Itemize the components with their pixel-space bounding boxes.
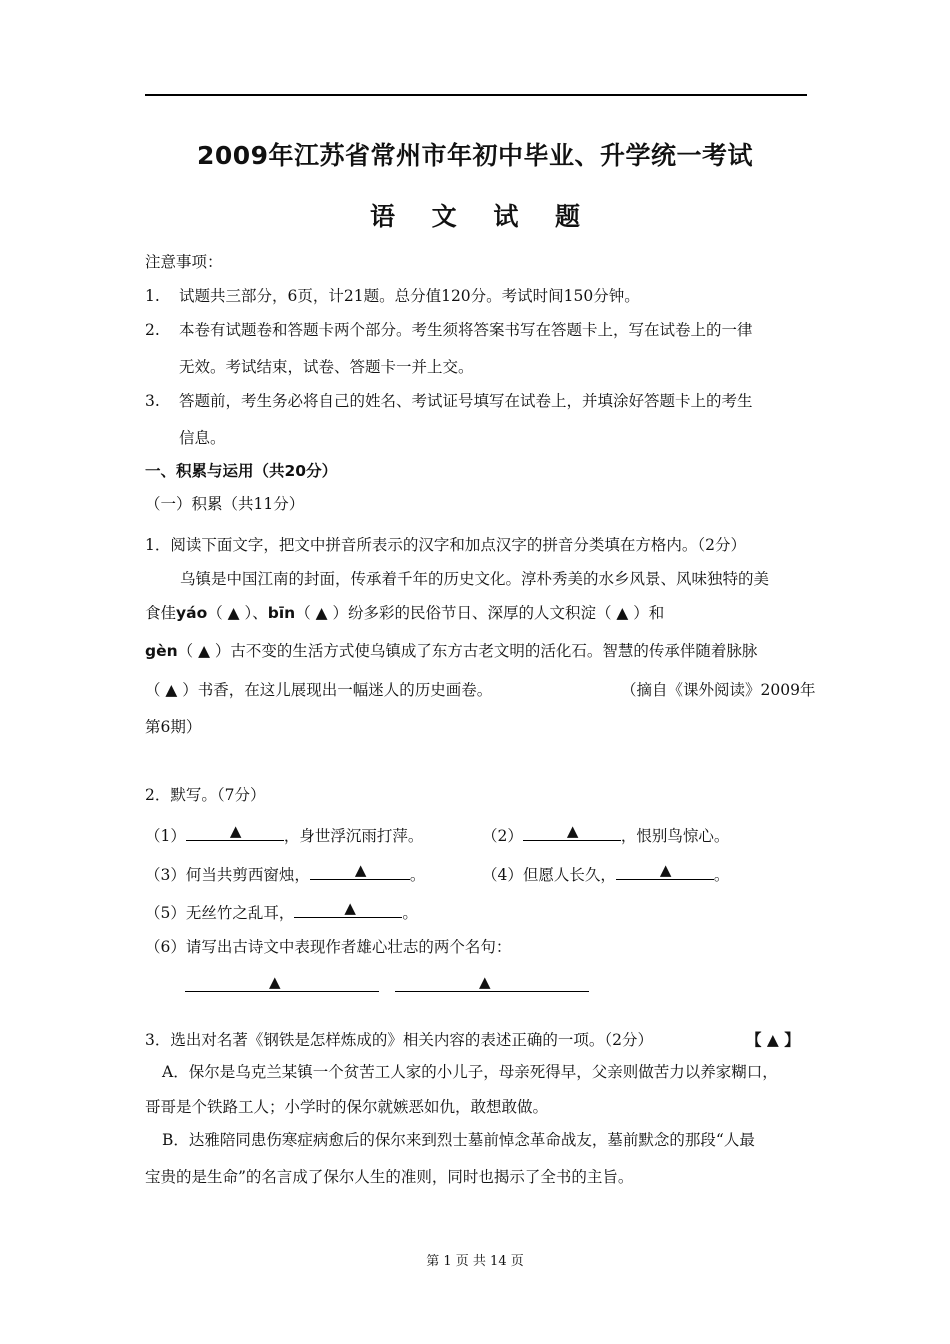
item-text: 无丝竹之乱耳， — [185, 904, 295, 922]
question-2-item-4 — [482, 861, 729, 885]
item-text: 。 — [409, 866, 426, 884]
section-1-subheading: （一）积累（共11分） — [145, 495, 305, 513]
answer-mark: ▲ — [229, 822, 242, 840]
notes-item-2-line-2: 无效。考试结束，试卷、答题卡一并上交。 — [179, 358, 474, 376]
pinyin-bin: bīn — [267, 604, 296, 622]
notes-item-2 — [145, 320, 753, 340]
notes-item-1-num: 1. — [145, 287, 160, 305]
answer-blank[interactable] — [185, 973, 379, 992]
notes-item-3-num: 3. — [145, 392, 160, 410]
pinyin-yao: yáo — [176, 604, 208, 622]
notes-item-2-line-1: 本卷有试题卷和答题卡两个部分。考生须将答案书写在答题卡上，写在试卷上的一律 — [179, 321, 753, 339]
option-b-line-2: 宝贵的是生命”的名言成了保尔人生的准则，同时也揭示了全书的主旨。 — [145, 1168, 634, 1186]
item-text: 。 — [713, 866, 730, 884]
question-2-item-2 — [482, 822, 729, 846]
question-3-answer-box[interactable]: 【 ▲ 】 — [746, 1031, 800, 1049]
question-1-passage-line-4: （ ▲ ）书香，在这儿展现出一幅迷人的历史画卷。 — [145, 681, 493, 699]
question-2-item-1 — [145, 822, 423, 846]
answer-mark: ▲ — [659, 861, 672, 879]
notes-item-3-line-2: 信息。 — [179, 429, 226, 447]
question-2-stem: 2．默写。（7分） — [145, 786, 266, 804]
exam-title: 2009年江苏省常州市年初中毕业、升学统一考试 — [196, 141, 754, 170]
item-number: （6） — [145, 938, 186, 956]
question-1-stem: 1．阅读下面文字，把文中拼音所表示的汉字和加点汉字的拼音分类填在方格内。（2分） — [145, 536, 746, 554]
item-number: （5） — [145, 904, 186, 922]
item-text: ，身世浮沉雨打萍。 — [283, 827, 424, 845]
pinyin-gen: gèn — [145, 642, 178, 660]
passage-text: （ ▲ ）古不变的生活方式使乌镇成了东方古老文明的活化石。智慧的传承伴随着脉脉 — [177, 642, 758, 660]
passage-text: 食佳 — [145, 604, 177, 622]
option-a-line-2: 哥哥是个铁路工人；小学时的保尔就嫉恶如仇，敢想敢做。 — [145, 1098, 549, 1116]
answer-slot: （ ▲ ）纷多彩的民俗节日、深厚的人文积淀（ ▲ ）和 — [295, 604, 665, 622]
question-2-item-6 — [145, 937, 511, 957]
notes-item-2-num: 2. — [145, 321, 160, 339]
question-1-passage-line-3 — [145, 641, 757, 661]
answer-blank[interactable] — [523, 822, 621, 841]
item-text: 。 — [402, 904, 418, 922]
question-2-item-3 — [145, 861, 425, 885]
question-2-item-5 — [145, 899, 418, 923]
item-number: （1） — [145, 827, 186, 845]
item-text: ，恨别鸟惊心。 — [620, 827, 730, 845]
answer-slot: （ ▲ ）、 — [207, 604, 268, 622]
question-1-source-cont: 第6期） — [145, 718, 202, 736]
exam-subtitle: 语 文 试 题 — [369, 202, 595, 231]
section-1-heading: 一、积累与运用（共20分） — [145, 462, 338, 480]
item-number: （2） — [482, 827, 523, 845]
item-text: 何当共剪西窗烛， — [185, 866, 310, 884]
notes-item-3-line-1: 答题前，考生务必将自己的姓名、考试证号填写在试卷上，并填涂好答题卡上的考生 — [179, 392, 753, 410]
answer-mark: ▲ — [354, 861, 367, 879]
answer-blank[interactable] — [186, 822, 284, 841]
answer-blank[interactable] — [616, 861, 714, 880]
answer-blank[interactable] — [395, 973, 589, 992]
question-1-passage-line-1: 乌镇是中国江南的封面，传承着千年的历史文化。淳朴秀美的水乡风景、风味独特的美 — [180, 570, 770, 588]
question-1-source: （摘自《课外阅读》2009年 — [621, 681, 816, 699]
item-number: （3） — [145, 866, 186, 884]
answer-mark: ▲ — [566, 822, 579, 840]
answer-mark: ▲ — [269, 973, 281, 991]
answer-mark: ▲ — [479, 973, 491, 991]
header-rule — [145, 94, 807, 96]
answer-blank[interactable] — [294, 899, 402, 918]
question-1-passage-line-2 — [145, 603, 664, 623]
page-footer: 第 1 页 共 14 页 — [426, 1254, 524, 1269]
notes-heading: 注意事项： — [145, 253, 223, 271]
item-text: 但愿人长久， — [522, 866, 616, 884]
question-3-stem: 3．选出对名著《钢铁是怎样炼成的》相关内容的表述正确的一项。（2分） — [145, 1031, 653, 1049]
option-b-line-1: B．达雅陪同患伤寒症病愈后的保尔来到烈士墓前悼念革命战友，墓前默念的那段“人最 — [162, 1131, 755, 1149]
question-2-item-6-blanks — [185, 973, 589, 997]
notes-item-1 — [145, 286, 640, 306]
item-text: 请写出古诗文中表现作者雄心壮志的两个名句： — [185, 938, 512, 956]
option-a-line-1: A．保尔是乌克兰某镇一个贫苦工人家的小儿子，母亲死得早，父亲则做苦力以养家糊口， — [162, 1063, 778, 1081]
answer-mark: ▲ — [344, 899, 356, 917]
item-number: （4） — [482, 866, 523, 884]
notes-item-3 — [145, 391, 753, 411]
answer-blank[interactable] — [310, 861, 410, 880]
notes-item-1-text: 试题共三部分，6页，计21题。总分值120分。考试时间150分钟。 — [179, 287, 640, 305]
